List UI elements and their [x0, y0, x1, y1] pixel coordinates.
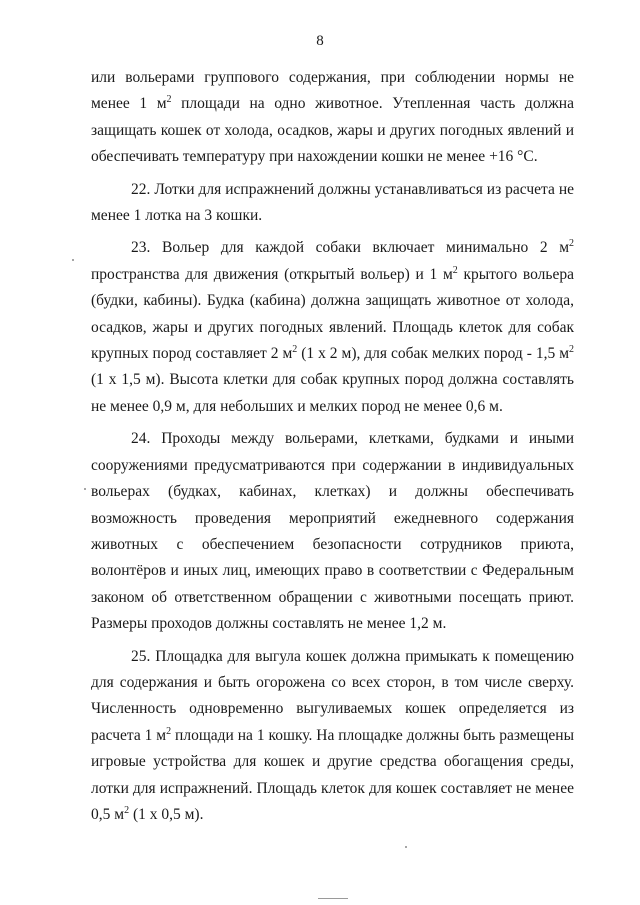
- page-number: 8: [316, 33, 324, 49]
- scan-speck: [405, 846, 407, 848]
- scan-mark: [318, 898, 348, 899]
- text-run: (1 х 0,5 м).: [129, 805, 204, 823]
- text-run: крытого вольера (будки, кабины). Будка (кабина) должна защищать животное от холода, осадков, жары и других погодных явлений. Площадь клеток для собак крупных пород составляет 2 м: [91, 265, 574, 363]
- superscript: 2: [124, 804, 130, 816]
- scan-speck: [84, 488, 86, 490]
- text-run: 25. Площадка для выгула кошек должна примыкать к помещению для содержания и быть огорожена со всех сторон, в том числе сверху. Численность одновременно выгуливаемых кошек определяется из расчета 1 м: [91, 647, 574, 744]
- superscript: 2: [166, 725, 172, 737]
- superscript: 2: [569, 238, 574, 250]
- paragraph-continuation: [91, 65, 574, 171]
- text-run: пространства для движения (открытый вольер) и 1 м: [91, 265, 453, 283]
- paragraph-24: [91, 426, 574, 637]
- text-run: 24. Проходы между вольерами, клетками, будками и иными сооружениями предусматриваются при содержании в индивидуальных вольерах (будках, кабинах, клетках) и должны обеспечивать возможность проведения мероприятий ежедневного содержания животных с обеспечением безопасности сотрудников приюта, волонтёров и иных лиц, имеющих право в соответствии с Федеральным законом об ответственном обращении с животными посещать приют. Размеры проходов должны составлять не менее 1,2 м.: [91, 430, 574, 633]
- text-run: 23. Вольер для каждой собаки включает минимально 2 м: [131, 239, 569, 257]
- text-run: (1 х 2 м), для собак мелких пород - 1,5 м: [297, 345, 569, 363]
- text-run: площади на одно животное. Утепленная часть должна защищать кошек от холода, осадков, жары и других погодных явлений и обеспечивать температуру при нахождении кошки не менее +16 °C.: [91, 95, 574, 166]
- document-body: [91, 65, 574, 828]
- paragraph-22: [91, 177, 574, 230]
- text-run: 22. Лотки для испражнений должны устанавливаться из расчета не менее 1 лотка на 3 кошки.: [91, 180, 574, 225]
- text-run: или вольерами группового содержания, при соблюдении нормы не менее 1 м: [91, 69, 574, 113]
- superscript: 2: [166, 94, 172, 106]
- text-run: (1 х 1,5 м). Высота клетки для собак крупных пород должна составлять не менее 0,9 м, для небольших и мелких пород не менее 0,6 м.: [91, 371, 574, 415]
- superscript: 2: [452, 264, 458, 276]
- superscript: 2: [292, 343, 298, 355]
- superscript: 2: [569, 343, 574, 355]
- text-run: площади на 1 кошку. На площадке должны быть размещены игровые устройства для кошек и другие средства обогащения среды, лотки для испражнений. Площадь клеток для кошек составляет не менее 0,5 м: [91, 726, 574, 823]
- paragraph-25: [91, 644, 574, 829]
- paragraph-23: [91, 235, 574, 420]
- scan-speck: [72, 259, 74, 261]
